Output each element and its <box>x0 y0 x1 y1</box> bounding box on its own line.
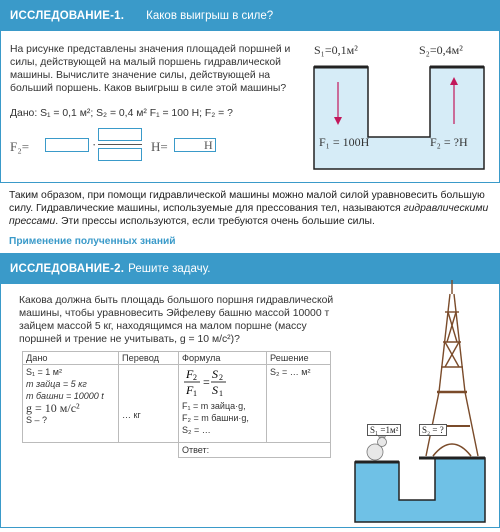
answer-cell[interactable] <box>179 443 331 458</box>
col-solution: Решение <box>267 352 331 365</box>
eiffel-tower-svg <box>349 272 495 527</box>
solution-table <box>22 351 331 458</box>
vessel-water-2 <box>355 458 485 522</box>
fraction-line <box>98 144 142 145</box>
given-data: Дано: S₁ = 0,1 м²; S₂ = 0,4 м² F₁ = 100 Н; F₂ = ? <box>10 108 233 119</box>
hydraulic-machine-svg <box>306 39 491 179</box>
svg-text:F: F <box>186 383 194 397</box>
svg-text:2: 2 <box>193 373 197 382</box>
f2-label: F₂= <box>10 139 30 154</box>
formula-line: F₁ = m зайца·g, <box>182 401 246 411</box>
multiply-dot: · <box>92 137 97 152</box>
eiffel-tower-illustration <box>349 272 495 527</box>
col-given: Дано <box>23 352 119 365</box>
explanation-paragraph <box>9 189 497 228</box>
col-formula: Формула <box>179 352 267 365</box>
formula-cell <box>179 365 267 443</box>
answer-label: Ответ: <box>182 445 210 455</box>
ratio-formula <box>182 367 263 397</box>
given-line: m зайца = 5 кг <box>26 379 87 389</box>
svg-text:F: F <box>186 367 194 381</box>
section-heading: Применение полученных знаний <box>9 236 176 247</box>
answer-box-numerator[interactable] <box>98 128 142 141</box>
col-convert: Перевод <box>119 352 179 365</box>
answer-box-denominator[interactable] <box>98 148 142 161</box>
ratio-formula-svg <box>182 367 228 397</box>
answer-row <box>23 443 331 458</box>
svg-text:1: 1 <box>219 389 223 397</box>
given-line: S – ? <box>26 415 48 425</box>
s2-label: S₂=0,4м² <box>419 43 463 57</box>
answer-box-f1[interactable] <box>45 138 89 152</box>
convert-cell <box>119 365 179 443</box>
hydraulic-machine-diagram <box>306 39 491 179</box>
table-body-row <box>23 365 331 443</box>
given-line: S₁ = 1 м² <box>26 367 62 377</box>
explanation-term: гидравлическими прессами <box>9 203 489 227</box>
svg-text:1: 1 <box>193 389 197 397</box>
explanation-text-a: Таким образом, при помощи гидравлической машины можно малой силой уравновесить большую силу. Гидравлические машины, используемые для прессования тел, называются <box>9 190 485 214</box>
investigation-1-text: На рисунке представлены значения площадей поршней и силы, действующей на малый поршень гидравлической машины. Вычислите значение силы, действующей на больший поршень. Каков выигрыш в силе этой машины? <box>10 44 291 94</box>
svg-text:=: = <box>203 375 210 389</box>
s1-tag: S₁ =1м² <box>367 424 401 436</box>
convert-value: … кг <box>122 409 141 420</box>
f1-label: F₁ = 100Н <box>319 135 370 149</box>
h-label: H= <box>151 139 168 154</box>
svg-text:S: S <box>212 383 218 397</box>
given-line: m башни = 10000 t <box>26 391 104 401</box>
given-line: g = 10 м/с² <box>26 401 80 415</box>
investigation-1-header <box>1 1 499 31</box>
svg-text:S: S <box>212 367 218 381</box>
s2-tag: S₂ = ? <box>419 424 447 436</box>
investigation-1-label: ИССЛЕДОВАНИЕ-1. <box>10 10 125 22</box>
investigation-2-text: Какова должна быть площадь большого поршня гидравлической машины, чтобы уравновесить Эйфелеву башню массой 10000 т зайцем массой 5 кг, находящимся на малом поршне (массу поршней и трение не учитывать, g = 10 м/с²)? <box>19 295 334 345</box>
f2-label-diagram: F₂ = ?Н <box>430 135 468 149</box>
formula-line: S₂ = … <box>182 425 211 435</box>
investigation-2-card <box>0 253 500 528</box>
investigation-2-task: Решите задачу. <box>128 263 211 275</box>
given-cell <box>23 365 119 443</box>
solution-cell <box>267 365 331 443</box>
explanation-text-b: . Эти прессы используются, если требуются очень большие силы. <box>55 216 375 227</box>
investigation-2-label: ИССЛЕДОВАНИЕ-2. <box>10 263 125 275</box>
s1-label: S₁=0,1м² <box>314 43 358 57</box>
investigation-1-question: Каков выигрыш в силе? <box>146 10 274 22</box>
svg-text:2: 2 <box>219 373 223 382</box>
h-unit: Н <box>204 138 213 152</box>
investigation-1-card <box>0 0 500 183</box>
formula-line: F₂ = m башни·g, <box>182 413 249 423</box>
solution-value: S₂ = … м² <box>270 367 311 377</box>
table-header-row <box>23 352 331 365</box>
